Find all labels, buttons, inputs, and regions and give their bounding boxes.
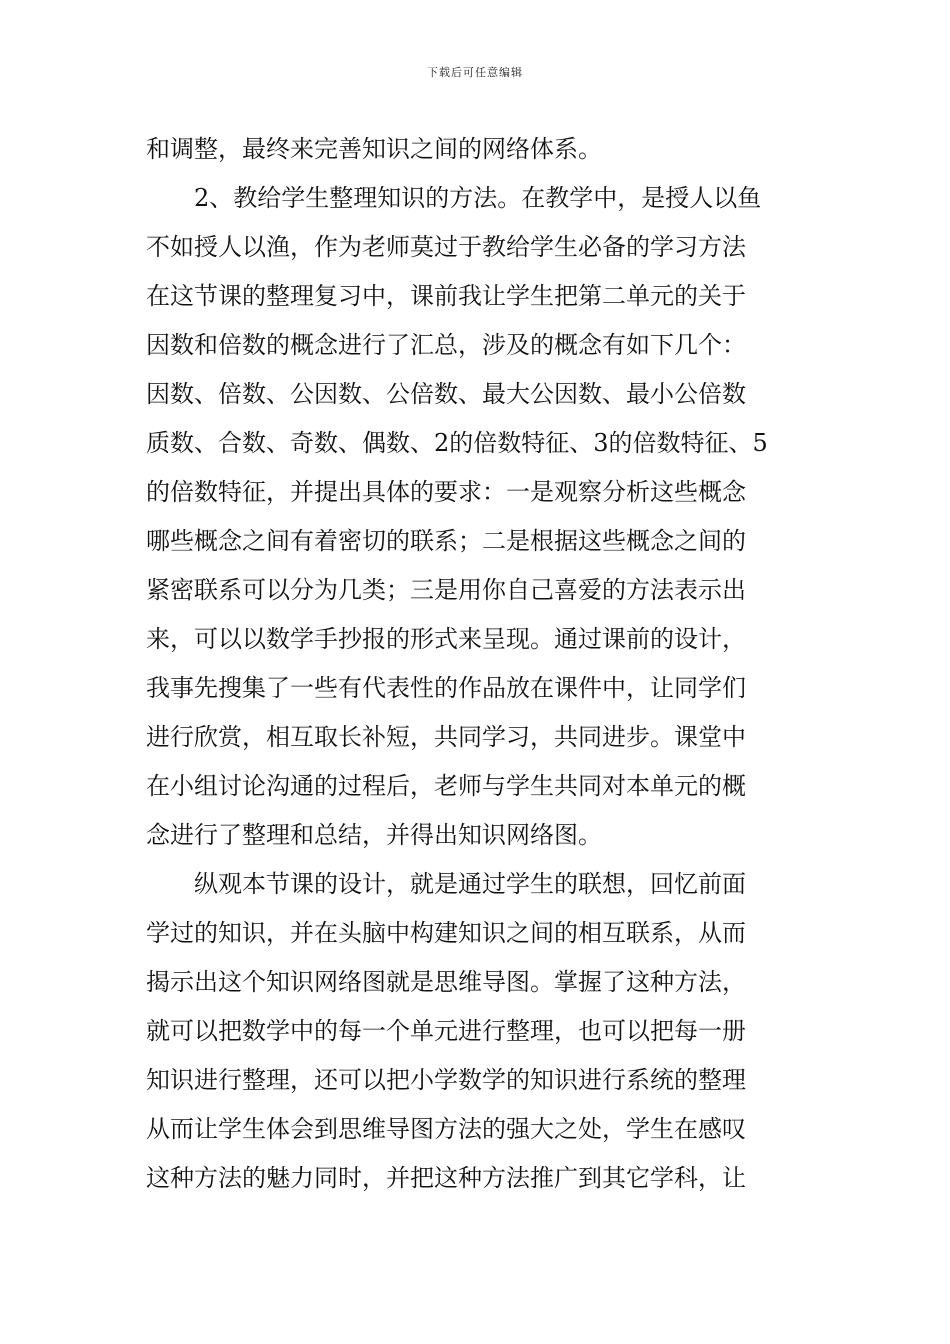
text-line: 来，可以以数学手抄报的形式来呈现。通过课前的设计， (146, 625, 746, 653)
text-line: 质数、合数、奇数、偶数、2的倍数特征、3的倍数特征、5 (146, 429, 768, 457)
text-line: 2、教给学生整理知识的方法。在教学中，是授人以鱼 (194, 184, 762, 212)
text-line: 因数、倍数、公因数、公倍数、最大公因数、最小公倍数 (146, 380, 746, 408)
text-line: 在小组讨论沟通的过程后，老师与学生共同对本单元的概 (146, 772, 746, 800)
page-header: 下载后可任意编辑 (427, 66, 523, 79)
text-line: 不如授人以渔，作为老师莫过于教给学生必备的学习方法 (146, 233, 746, 261)
text-line: 这种方法的魅力同时，并把这种方法推广到其它学科，让 (146, 1164, 746, 1192)
text-line: 知识进行整理，还可以把小学数学的知识进行系统的整理 (146, 1066, 746, 1094)
text-line: 就可以把数学中的每一个单元进行整理，也可以把每一册 (146, 1017, 746, 1045)
text-line: 纵观本节课的设计，就是通过学生的联想，回忆前面 (194, 870, 746, 898)
text-line: 哪些概念之间有着密切的联系；二是根据这些概念之间的 (146, 527, 746, 555)
text-line: 的倍数特征，并提出具体的要求：一是观察分析这些概念 (146, 478, 746, 506)
text-line: 紧密联系可以分为几类；三是用你自己喜爱的方法表示出 (146, 576, 746, 604)
text-line: 进行欣赏，相互取长补短，共同学习，共同进步。课堂中 (146, 723, 746, 751)
text-line: 念进行了整理和总结，并得出知识网络图。 (146, 821, 602, 849)
text-line: 因数和倍数的概念进行了汇总，涉及的概念有如下几个： (146, 331, 746, 359)
text-line: 在这节课的整理复习中，课前我让学生把第二单元的关于 (146, 282, 746, 310)
text-line: 从而让学生体会到思维导图方法的强大之处，学生在感叹 (146, 1115, 746, 1143)
text-line: 学过的知识，并在头脑中构建知识之间的相互联系，从而 (146, 919, 746, 947)
text-line: 揭示出这个知识网络图就是思维导图。掌握了这种方法， (146, 968, 746, 996)
document-body (146, 125, 806, 1203)
text-line: 和调整，最终来完善知识之间的网络体系。 (146, 135, 602, 163)
text-line: 我事先搜集了一些有代表性的作品放在课件中，让同学们 (146, 674, 746, 702)
